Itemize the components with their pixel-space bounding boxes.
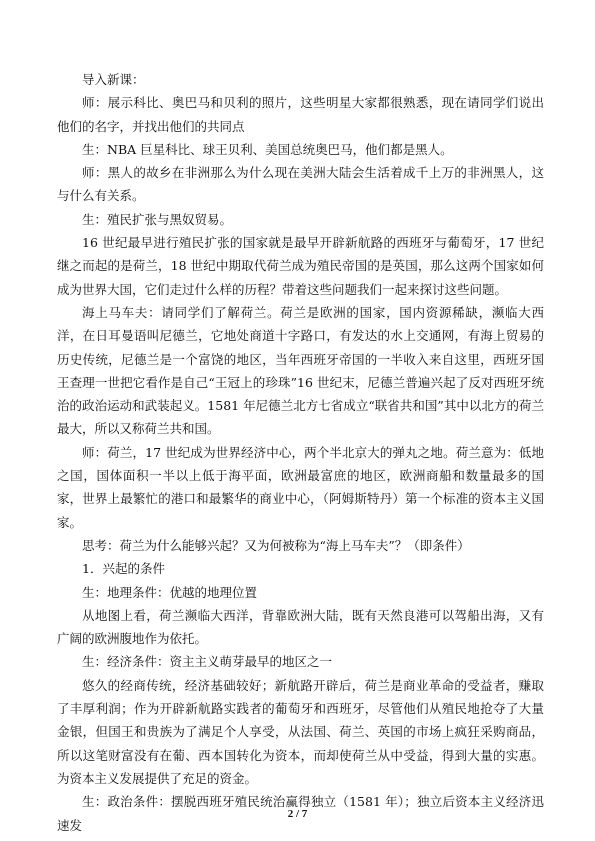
paragraph-16th-century: 16 世纪最早进行殖民扩张的国家就是最早开辟新航路的西班牙与葡萄牙，17 世纪继之而起的是荷兰，18 世纪中期取代荷兰成为殖民帝国的是英国，那么这两个国家如何成为世界大国，它们走过什么样的历程？带着这些问题我们一起来探讨这些问题。 [57,235,544,297]
paragraph-teacher-holland: 师：荷兰，17 世纪成为世界经济中心，两个半北京大的弹丸之地。荷兰意为：低地之国，国体面积一半以上低于海平面，欧洲最富庶的地区，欧洲商船和数量最多的国家，世界上最繁忙的港口和最繁华的商业中心，（阿姆斯特丹）第一个标准的资本主义国家。 [57,444,544,530]
paragraph-geography: 生：地理条件：优越的地理位置 [82,584,258,600]
paragraph-map: 从地图上看，荷兰濒临大西洋，背靠欧洲大陆，既有天然良港可以驾船出海，又有广阔的欧洲腹地作为依托。 [57,607,544,647]
paragraph-intro: 导入新课： [82,72,145,87]
paragraph-student-colonial: 生：殖民扩张与黑奴贸易。 [82,211,233,227]
paragraph-politics: 生：政治条件：摆脱西班牙殖民统治赢得独立（1581 年）；独立后资本主义经济迅速发 [57,794,544,833]
paragraph-sea-coachman: 海上马车夫：请同学们了解荷兰。荷兰是欧洲的国家，国内资源稀缺，濒临大西洋，在日耳曼语叫尼德兰，它地处商道十字路口，有发达的水上交通网，有海上贸易的历史传统，尼德兰是一个富饶的地区，当年西班牙帝国的一半收入来自这里，西班牙国王查理一世把它看作是自己“王冠上的珍珠”16 世纪末，尼德兰普遍兴起了反对西班牙统治的政治运动和武装起义。1581 年尼德兰北方七省成立“联省共和国”其中以北方的荷兰最大，所以又称荷兰共和国。 [57,304,544,437]
paragraph-teacher-photos: 师：展示科比、奥巴马和贝利的照片，这些明星大家都很熟悉，现在请同学们说出他们的名字，并找出他们的共同点 [57,95,544,134]
paragraph-student-answer: 生：NBA 巨星科比、球王贝利、美国总统奥巴马，他们都是黑人。 [82,141,453,157]
paragraph-economy: 生：经济条件：资主主义萌芽最早的地区之一 [82,654,333,670]
paragraph-think: 思考：荷兰为什么能够兴起？又为何被称为“海上马车夫”？（即条件） [82,537,470,553]
page-number: 2 / 7 [287,808,308,820]
paragraph-trade-tradition: 悠久的经商传统，经济基础较好；新航路开辟后，荷兰是商业革命的受益者，赚取了丰厚利润；作为开辟新航路实践者的葡萄牙和西班牙，尽管他们从殖民地抢夺了大量金银，但国王和贵族为了满足个人享受，从法国、荷兰、英国的市场上疯狂采购商品，所以这笔财富没有在葡、西本国转化为资本，而却使荷兰从中受益，得到大量的实惠。为资本主义发展提供了充足的资金。 [57,677,544,786]
body-text [57,68,544,837]
paragraph-teacher-question: 师：黑人的故乡在非洲那么为什么现在美洲大陆会生活着成千上万的非洲黑人，这与什么有关系。 [57,165,544,204]
heading-conditions: 1．兴起的条件 [82,561,165,577]
